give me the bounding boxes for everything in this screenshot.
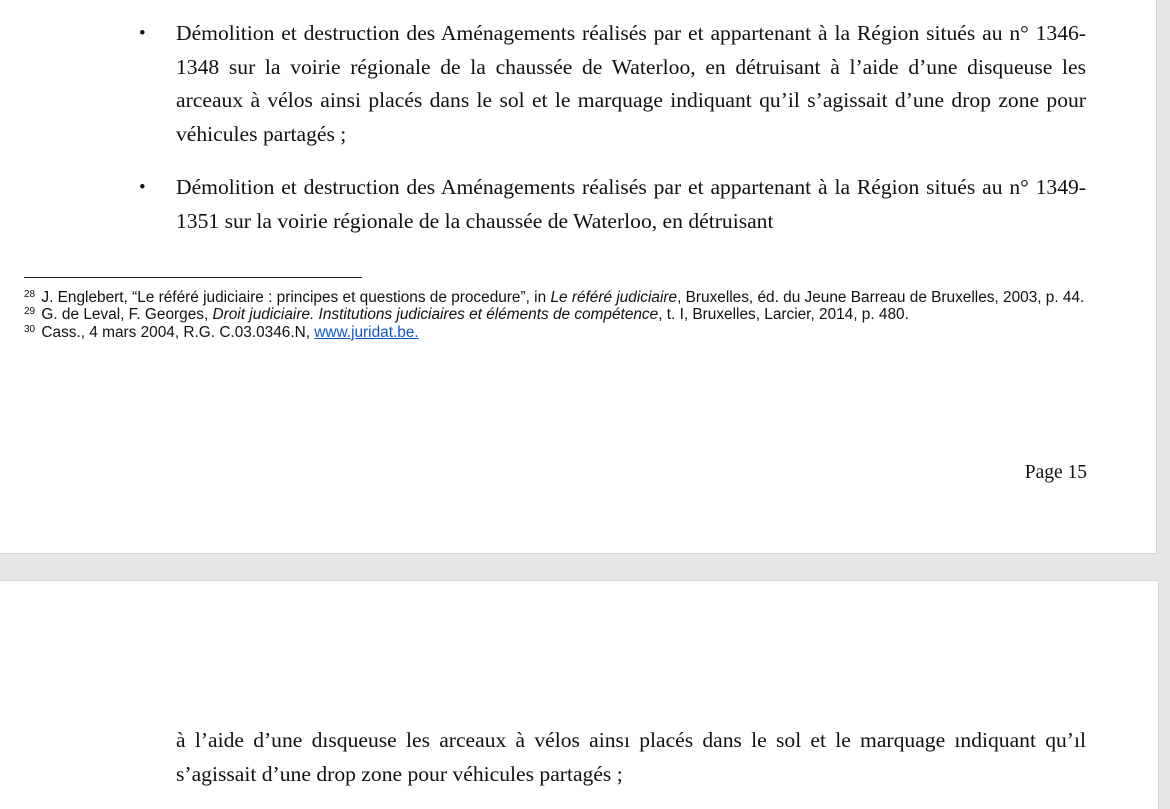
footnote-text: J. Englebert, “Le référé judiciaire : principes et questions de procedure”, in: [41, 289, 551, 306]
footnote-number: 28: [24, 289, 36, 300]
bullet-text: Démolition et destruction des Aménagements réalisés par et appartenant à la Région situés au n° 1346-1348 sur la voirie régionale de la chaussée de Waterloo, en détruisant à l’aide d’une disqueuse les arceaux à vélos ainsi placés dans le sol et le marquage indiquant qu’il s’agissait d’une drop zone pour véhicules partagés ;: [176, 21, 1086, 146]
bullet-text: Démolition et destruction des Aménagements réalisés par et appartenant à la Région situés au n° 1349-1351 sur la voirie régionale de la chaussée de Waterloo, en détruisant: [176, 175, 1086, 233]
footnote-text: G. de Leval, F. Georges,: [41, 306, 213, 324]
footnote-text: Cass., 4 mars 2004, R.G. C.03.0346.N,: [41, 323, 315, 341]
footnote-text: , t. I, Bruxelles, Larcier, 2014, p. 480.: [658, 306, 909, 324]
footnote-number: 30: [24, 323, 36, 335]
footnote-italic-title: Le référé judiciaire: [550, 289, 678, 306]
continuation-text: à l’aide d’une dısqueuse les arceaux à vélos ainsı placés dans le sol et le marquage ındiquant qu’ıl s’agissait d’une drop zone pour véhicules partagés ;: [176, 728, 1086, 786]
footnote-30: [24, 324, 1086, 341]
footnote-29: [24, 306, 1086, 323]
bullet-item: [139, 17, 1086, 151]
footnote-separator: [24, 277, 362, 278]
footnote-28: [24, 289, 1086, 306]
document-page-16: [0, 580, 1159, 809]
footnote-number: 29: [24, 306, 36, 318]
bullet-item: [139, 171, 1086, 238]
bullet-marker: •: [139, 23, 146, 44]
footnotes: [24, 289, 1086, 341]
page-number: Page 15: [1024, 462, 1087, 483]
juridat-link[interactable]: www.juridat.be.: [314, 323, 419, 341]
footnote-text: , Bruxelles, éd. du Jeune Barreau de Bruxelles, 2003, p. 44.: [677, 289, 1085, 306]
footnote-italic-title: Droit judiciaire. Institutions judiciaires et éléments de compétence: [212, 306, 659, 324]
bullet-marker: •: [139, 177, 146, 198]
